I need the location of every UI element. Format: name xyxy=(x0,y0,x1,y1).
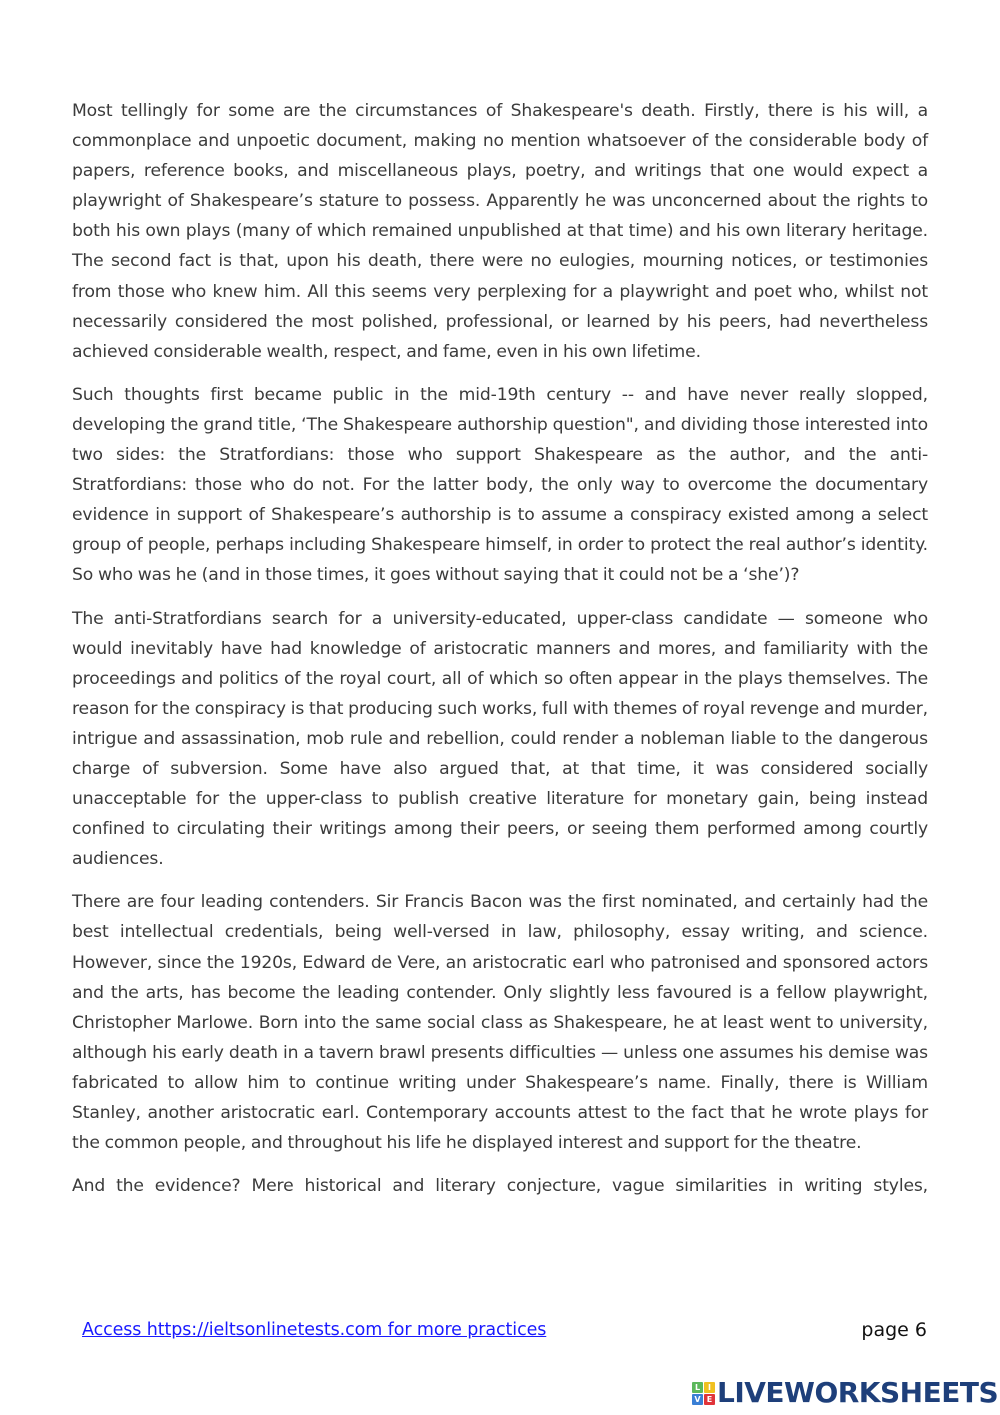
liveworksheets-logo[interactable] xyxy=(692,1376,998,1410)
paragraph-5-partial: And the evidence? Mere historical and literary conjecture, vague similarities in writing styles, xyxy=(72,1176,928,1197)
reading-passage xyxy=(72,96,928,1214)
logo-block-l: L xyxy=(692,1382,703,1393)
logo-wordmark: LIVEWORKSHEETS xyxy=(717,1376,999,1409)
paragraph-1: Most tellingly for some are the circumstances of Shakespeare's death. Firstly, there is his will, a commonplace and unpoetic document, making no mention whatsoever of the considerable body of papers, reference books, and miscellaneous plays, poetry, and writings that one would expect a playwright of Shakespeare’s stature to possess. Apparently he was unconcerned about the rights to both his own plays (many of which remained unpublished at that time) and his own literary heritage. The second fact is that, upon his death, there were no eulogies, mourning notices, or testimonies from those who knew him. All this seems very perplexing for a playwright and poet who, whilst not necessarily considered the most polished, professional, or learned by his peers, had nevertheless achieved considerable wealth, respect, and fame, even in his own lifetime. xyxy=(72,101,928,362)
paragraph-3: The anti-Stratfordians search for a university-educated, upper-class candidate — someone who would inevitably have had knowledge of aristocratic manners and mores, and familiarity with the proceedings and politics of the royal court, all of which so often appear in the plays themselves. The reason for the conspiracy is that producing such works, full with themes of royal revenge and murder, intrigue and assassination, mob rule and rebellion, could render a nobleman liable to the dangerous charge of subversion. Some have also argued that, at that time, it was considered socially unacceptable for the upper-class to publish creative literature for monetary gain, being instead confined to circulating their writings among their peers, or seeing them performed among courtly audiences. xyxy=(72,608,928,870)
logo-blocks-icon xyxy=(692,1382,715,1405)
page-number: page 6 xyxy=(861,1319,927,1341)
paragraph-2: Such thoughts first became public in the mid-19th century -- and have never really slopped, developing the grand title, ‘The Shakespeare authorship question", and dividing those interested into two sides: the Stratfordians: those who support Shakespeare as the author, and the anti-Stratfordians: those who do not. For the latter body, the only way to overcome the documentary evidence in support of Shakespeare’s authorship is to assume a conspiracy existed among a select group of people, perhaps including Shakespeare himself, in order to protect the real author’s identity. So who was he (and in those times, it goes without saying that it could not be a ‘she’)? xyxy=(72,384,928,586)
paragraph-4: There are four leading contenders. Sir Francis Bacon was the first nominated, and certainly had the best intellectual credentials, being well-versed in law, philosophy, essay writing, and science. However, since the 1920s, Edward de Vere, an aristocratic earl who patronised and sponsored actors and the arts, has become the leading contender. Only slightly less favoured is a fellow playwright, Christopher Marlowe. Born into the same social class as Shakespeare, he at least went to university, although his early death in a tavern brawl presents difficulties — unless one assumes his demise was fabricated to allow him to continue writing under Shakespeare’s name. Finally, there is William Stanley, another aristocratic earl. Contemporary accounts attest to the fact that he wrote plays for the common people, and throughout his life he displayed interest and support for the theatre. xyxy=(72,892,928,1154)
logo-block-v: V xyxy=(692,1394,703,1405)
logo-block-i: I xyxy=(704,1382,715,1393)
practice-site-link[interactable]: Access https://ieltsonlinetests.com for more practices xyxy=(82,1320,547,1340)
logo-block-e: E xyxy=(704,1394,715,1405)
